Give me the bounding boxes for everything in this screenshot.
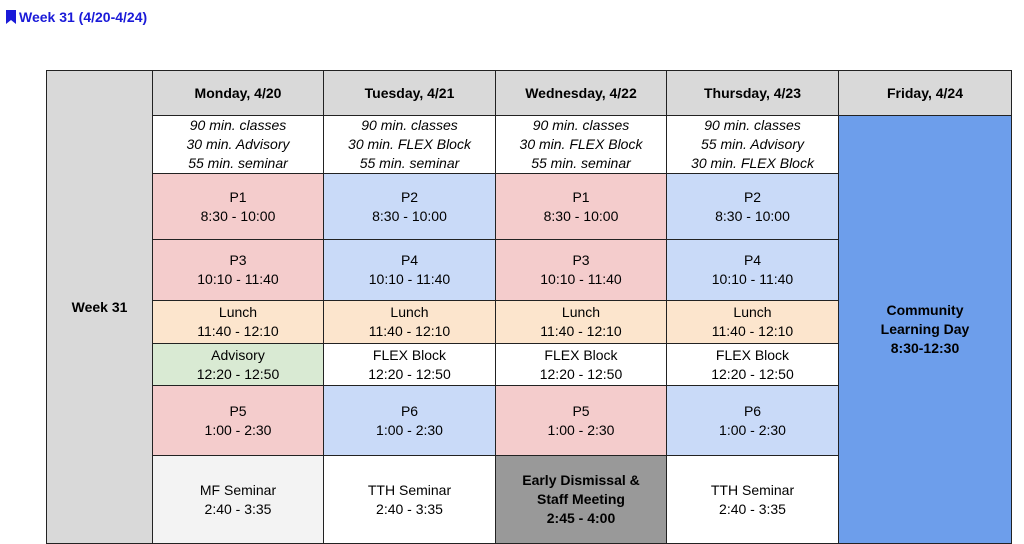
week-label: Week 31 xyxy=(47,71,153,544)
notes-row xyxy=(47,116,1012,174)
schedule-cell: P1 8:30 - 10:00 xyxy=(496,174,667,240)
schedule-cell: FLEX Block 12:20 - 12:50 xyxy=(324,344,496,386)
schedule-cell: P4 10:10 - 11:40 xyxy=(324,240,496,301)
day-header-tuesday: Tuesday, 4/21 xyxy=(324,71,496,116)
schedule-cell: P5 1:00 - 2:30 xyxy=(496,386,667,456)
schedule-cell: P3 10:10 - 11:40 xyxy=(153,240,324,301)
notes-tuesday: 90 min. classes 30 min. FLEX Block 55 min. seminar xyxy=(324,116,496,174)
notes-thursday: 90 min. classes 55 min. Advisory 30 min. FLEX Block xyxy=(667,116,839,174)
schedule-cell: TTH Seminar 2:40 - 3:35 xyxy=(324,456,496,544)
community-learning-day-cell: Community Learning Day 8:30-12:30 xyxy=(839,116,1012,544)
schedule-cell: P5 1:00 - 2:30 xyxy=(153,386,324,456)
day-header-thursday: Thursday, 4/23 xyxy=(667,71,839,116)
header-row xyxy=(47,71,1012,116)
day-header-friday: Friday, 4/24 xyxy=(839,71,1012,116)
schedule-cell: P1 8:30 - 10:00 xyxy=(153,174,324,240)
schedule-cell: P4 10:10 - 11:40 xyxy=(667,240,839,301)
schedule-cell: P6 1:00 - 2:30 xyxy=(667,386,839,456)
notes-wednesday: 90 min. classes 30 min. FLEX Block 55 min. seminar xyxy=(496,116,667,174)
early-dismissal-cell: Early Dismissal & Staff Meeting 2:45 - 4:00 xyxy=(496,456,667,544)
schedule-cell: P3 10:10 - 11:40 xyxy=(496,240,667,301)
day-header-monday: Monday, 4/20 xyxy=(153,71,324,116)
schedule-cell: P6 1:00 - 2:30 xyxy=(324,386,496,456)
bookmark-icon xyxy=(6,10,16,24)
schedule-cell: Lunch 11:40 - 12:10 xyxy=(153,301,324,344)
schedule-cell: FLEX Block 12:20 - 12:50 xyxy=(667,344,839,386)
schedule-cell: P2 8:30 - 10:00 xyxy=(667,174,839,240)
day-header-wednesday: Wednesday, 4/22 xyxy=(496,71,667,116)
schedule-table xyxy=(46,70,1012,544)
schedule-cell: Lunch 11:40 - 12:10 xyxy=(667,301,839,344)
schedule-cell: MF Seminar 2:40 - 3:35 xyxy=(153,456,324,544)
schedule-cell: Lunch 11:40 - 12:10 xyxy=(496,301,667,344)
schedule-cell: FLEX Block 12:20 - 12:50 xyxy=(496,344,667,386)
week-link-label: Week 31 (4/20-4/24) xyxy=(19,9,148,25)
week-link[interactable] xyxy=(6,9,147,25)
notes-monday: 90 min. classes 30 min. Advisory 55 min. seminar xyxy=(153,116,324,174)
schedule-cell: Advisory 12:20 - 12:50 xyxy=(153,344,324,386)
schedule-cell: Lunch 11:40 - 12:10 xyxy=(324,301,496,344)
schedule-cell: TTH Seminar 2:40 - 3:35 xyxy=(667,456,839,544)
schedule-cell: P2 8:30 - 10:00 xyxy=(324,174,496,240)
